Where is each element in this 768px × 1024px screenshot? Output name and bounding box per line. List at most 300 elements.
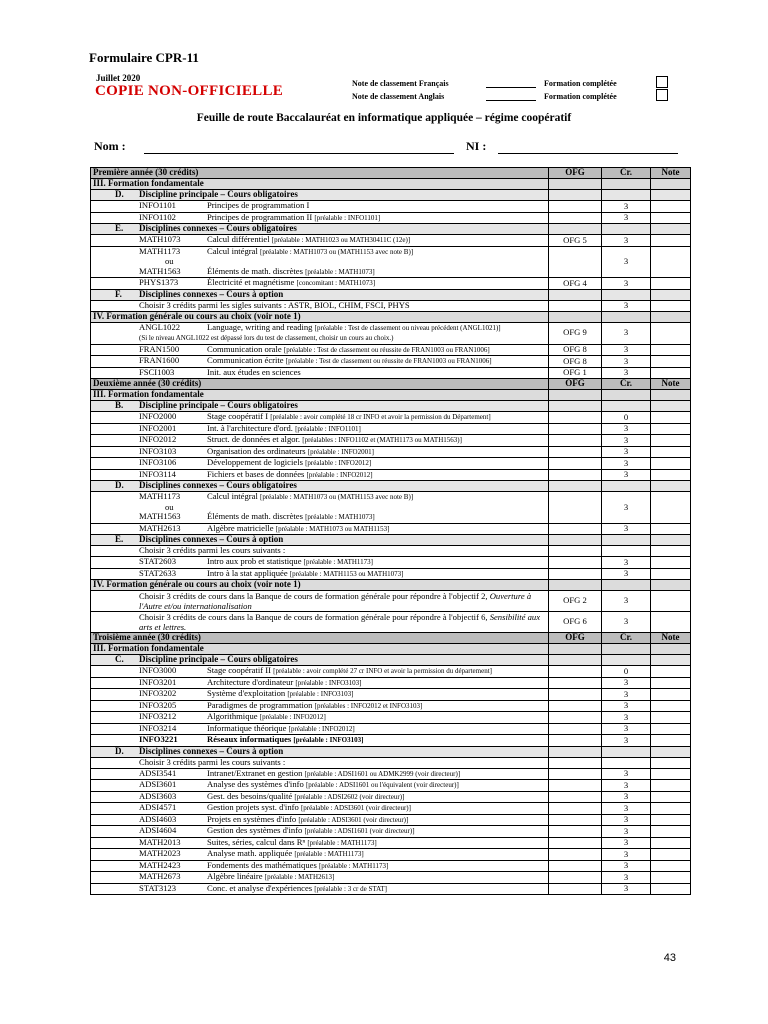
note-en-field[interactable]	[486, 91, 536, 101]
course-prerequisite: [préalable : Test de classement ou réussite de FRAN1003 ou FRAN1006]	[283, 345, 490, 354]
table-row	[91, 423, 691, 435]
credit-value: 3	[623, 802, 629, 813]
table-row	[91, 492, 691, 524]
ofg-value: OFG 4	[563, 277, 587, 288]
course-title: Architecture d'ordinateur	[207, 676, 294, 687]
course-title: Éléments de math. discrètes	[207, 511, 303, 521]
credit-value: 3	[623, 423, 629, 433]
course-title: Struct. de données et algor.	[207, 434, 301, 444]
subsection-title: Disciplines connexes – Cours obligatoires	[139, 223, 297, 234]
course-prerequisite: [concomitant : MATH1073]	[296, 279, 376, 287]
nom-label: Nom :	[94, 139, 126, 153]
table-row	[91, 300, 691, 311]
course-prerequisite: [préalable : ADSI2602 (voir directeur)]	[294, 792, 405, 801]
grade-cell[interactable]	[651, 837, 691, 849]
instruction-text: Choisir 3 crédits de cours dans la Banque de cours de formation générale pour répondre à l'objectif 6,	[139, 612, 488, 622]
grade-cell[interactable]	[651, 356, 691, 368]
course-prerequisite: [préalable : INFO2001]	[307, 447, 374, 456]
course-title: Calcul intégral	[207, 245, 258, 256]
subsection-title: Discipline principale – Cours obligatoires	[139, 654, 298, 665]
table-row	[91, 344, 691, 356]
grade-cell[interactable]	[651, 201, 691, 213]
table-row	[91, 723, 691, 735]
section-title: III. Formation fondamentale	[93, 178, 204, 189]
course-prerequisite: [préalable : ADSI1601 ou ADMK2999 (voir directeur)]	[304, 769, 461, 778]
formation-complete-checkbox-1[interactable]	[656, 76, 668, 88]
grade-cell[interactable]	[651, 872, 691, 884]
table-row	[91, 201, 691, 213]
grade-cell[interactable]	[651, 723, 691, 735]
grade-cell[interactable]	[651, 591, 691, 612]
table-row	[91, 814, 691, 826]
course-prerequisite: [préalable : MATH1173]	[307, 838, 377, 847]
subsection-letter: B.	[115, 400, 124, 411]
course-prerequisite: [préalables : INFO2012 et INFO3103]	[314, 701, 423, 710]
course-title: Gestion projets syst. d'info	[207, 802, 299, 812]
grade-cell[interactable]	[651, 791, 691, 803]
credit-value: 3	[623, 457, 629, 468]
table-row	[91, 826, 691, 838]
grade-cell[interactable]	[651, 423, 691, 435]
ofg-header: OFG	[565, 378, 585, 389]
grade-cell[interactable]	[651, 492, 691, 524]
credit-value: 3	[623, 256, 629, 266]
subsection-title: Disciplines connexes – Cours à option	[139, 288, 284, 299]
course-prerequisite: [préalable : INFO1101]	[314, 213, 381, 222]
ofg-value: OFG 8	[563, 344, 587, 354]
table-row	[91, 757, 691, 768]
course-code: INFO3202	[139, 688, 177, 698]
course-title: Projets en systèmes d'info	[207, 813, 297, 824]
course-code: INFO3000	[139, 665, 177, 675]
course-title: Calcul différentiel	[207, 234, 270, 244]
subsection-letter: E.	[115, 534, 124, 545]
course-title: Init. aux études en sciences	[207, 366, 301, 377]
course-prerequisite: [préalable : MATH1073]	[305, 267, 375, 276]
grade-cell[interactable]	[651, 677, 691, 689]
credit-value: 3	[623, 791, 629, 801]
course-code: STAT2603	[139, 556, 177, 566]
course-title: Système d'exploitation	[207, 688, 286, 698]
course-code: MATH2613	[139, 522, 181, 533]
table-row	[91, 322, 691, 344]
course-code: MATH1563	[139, 265, 181, 276]
section-row	[91, 580, 691, 591]
page-number: 43	[663, 952, 676, 964]
table-row	[91, 469, 691, 481]
table-row	[91, 860, 691, 872]
credit-value: 3	[623, 871, 629, 882]
course-code: MATH2013	[139, 836, 181, 847]
table-row	[91, 803, 691, 815]
grade-cell[interactable]	[651, 712, 691, 724]
grade-cell[interactable]	[651, 523, 691, 535]
credit-value: 3	[623, 734, 629, 745]
year-header-row	[91, 633, 691, 644]
ofg-header: OFG	[565, 167, 585, 178]
subsection-title: Disciplines connexes – Cours à option	[139, 534, 284, 545]
subsection-letter: F.	[115, 288, 122, 299]
credit-value: 3	[623, 523, 629, 533]
table-row	[91, 712, 691, 724]
grade-cell[interactable]	[651, 446, 691, 458]
course-code: INFO1102	[139, 211, 176, 222]
course-code: INFO3103	[139, 445, 177, 456]
course-prerequisite: [préalable : MATH1153 ou MATH1073]	[289, 569, 404, 578]
course-title: Algèbre linéaire	[207, 871, 263, 881]
subsection-letter: D.	[115, 480, 124, 491]
instruction-text: Choisir 3 crédits parmi les sigles suivants : ASTR, BIOL, CHIM, FSCI, PHYS	[139, 299, 410, 310]
table-row	[91, 666, 691, 678]
course-prerequisite: [préalables : INFO1102 et (MATH1173 ou MATH1563)]	[302, 436, 462, 444]
credit-value: 3	[623, 616, 629, 627]
credit-value: 0	[623, 411, 629, 422]
year-header-row	[91, 168, 691, 179]
table-row	[91, 768, 691, 780]
course-prerequisite: [préalable : INFO3103]	[293, 736, 364, 744]
note-fr-label: Note de classement Français	[352, 79, 449, 88]
course-code: ADSI4603	[139, 813, 177, 824]
course-prerequisite: [préalable : MATH1173]	[294, 850, 364, 858]
table-row	[91, 412, 691, 424]
credit-value: 3	[623, 446, 629, 456]
credit-value: 3	[623, 299, 629, 310]
course-code: ADSI4571	[139, 802, 177, 812]
course-prerequisite: [préalable : INFO2012]	[306, 470, 373, 479]
cr-header: Cr.	[620, 632, 632, 643]
course-prerequisite: [préalable : MATH1073 ou (MATH1153 avec note B)]	[260, 493, 414, 501]
grade-cell[interactable]	[651, 278, 691, 290]
course-code: MATH1073	[139, 234, 181, 244]
credit-value: 3	[623, 825, 629, 836]
course-title: Fichiers et bases de données	[207, 468, 305, 479]
credit-value: 3	[623, 327, 629, 338]
grade-cell[interactable]	[651, 435, 691, 447]
credit-value: 3	[623, 434, 629, 445]
grade-cell[interactable]	[651, 814, 691, 826]
course-code: STAT3123	[139, 882, 177, 893]
credit-value: 3	[623, 344, 629, 354]
year-title: Deuxième année (30 crédits)	[93, 378, 202, 389]
grade-cell[interactable]	[651, 700, 691, 712]
grade-cell[interactable]	[651, 235, 691, 247]
course-code: INFO3214	[139, 722, 177, 733]
course-prerequisite: [préalable : ADSI3601 (voir directeur)]	[300, 804, 411, 812]
credit-value: 3	[623, 711, 629, 722]
ofg-value: OFG 1	[563, 367, 587, 377]
grade-cell[interactable]	[651, 883, 691, 895]
course-code: MATH2673	[139, 871, 181, 881]
credit-value: 3	[623, 723, 629, 733]
ofg-header: OFG	[565, 632, 585, 643]
grade-cell[interactable]	[651, 458, 691, 470]
course-title: Principes de programmation I	[207, 200, 310, 210]
course-code: INFO3221	[139, 734, 178, 744]
subsection-title: Disciplines connexes – Cours obligatoires	[139, 480, 297, 491]
table-row	[91, 689, 691, 701]
grade-cell[interactable]	[651, 557, 691, 569]
table-row	[91, 356, 691, 368]
table-row	[91, 837, 691, 849]
course-title: Language, writing and reading	[207, 321, 313, 332]
grade-cell[interactable]	[651, 212, 691, 224]
form-title: Formulaire CPR-11	[89, 50, 199, 65]
credit-value: 0	[623, 665, 629, 676]
course-code: INFO3114	[139, 468, 176, 479]
course-code: MATH1563	[139, 511, 181, 521]
subsection-row	[91, 190, 691, 201]
subsection-row	[91, 401, 691, 412]
course-title: Analyse math. appliquée	[207, 848, 293, 858]
course-code: INFO1101	[139, 200, 176, 210]
grade-cell[interactable]	[651, 546, 691, 557]
course-prerequisite: [préalable : INFO2012]	[288, 724, 355, 733]
note-fr-field[interactable]	[486, 78, 536, 88]
course-table	[90, 167, 691, 895]
course-prerequisite: [préalable : INFO1101]	[295, 424, 361, 433]
year-header-row	[91, 379, 691, 390]
section-title: IV. Formation générale ou cours au choix (voir note 1)	[93, 579, 301, 590]
ofg-value: OFG 9	[563, 327, 587, 338]
grade-cell[interactable]	[651, 803, 691, 815]
grade-cell[interactable]	[651, 344, 691, 356]
course-prerequisite: [préalable : ADSI1601 (voir directeur)]	[304, 827, 415, 835]
table-row	[91, 612, 691, 633]
subsection-row	[91, 289, 691, 300]
cr-header: Cr.	[620, 378, 632, 389]
table-row	[91, 568, 691, 580]
course-prerequisite: [préalable : avoir complété 27 cr INFO et avoir la permission du département]	[273, 667, 492, 675]
credit-value: 3	[623, 837, 629, 847]
nom-field[interactable]	[144, 153, 454, 154]
course-title: Communication orale	[207, 343, 282, 354]
course-code: FRAN1600	[139, 355, 180, 365]
table-row	[91, 883, 691, 895]
course-note: (Si le niveau ANGL1022 est dépassé lors du test de classement, choisir un cours au choix.)	[139, 334, 394, 342]
subsection-letter: D.	[115, 189, 124, 200]
note-header: Note	[661, 378, 680, 389]
credit-value: 3	[623, 501, 629, 512]
table-row	[91, 546, 691, 557]
grade-cell[interactable]	[651, 860, 691, 872]
section-row	[91, 644, 691, 655]
credit-value: 3	[623, 779, 629, 790]
course-code: INFO2012	[139, 434, 177, 444]
course-code: INFO3212	[139, 711, 177, 721]
ni-field[interactable]	[498, 153, 678, 154]
course-code: ADSI3603	[139, 790, 177, 801]
credit-value: 3	[623, 688, 629, 699]
section-row	[91, 179, 691, 190]
course-prerequisite: [préalable : MATH1173]	[303, 558, 374, 566]
course-code: MATH2423	[139, 859, 181, 870]
course-prerequisite: [préalable : INFO3103]	[287, 690, 354, 698]
course-title: Intro aux prob et statistique	[207, 556, 302, 566]
course-title: Développement de logiciels	[207, 457, 303, 467]
grade-cell[interactable]	[651, 689, 691, 701]
course-prerequisite: [préalable : Test de classement ou réussite de FRAN1003 ou FRAN1006]	[285, 357, 492, 365]
table-row	[91, 780, 691, 792]
subsection-title: Discipline principale – Cours obligatoires	[139, 400, 298, 411]
credit-value: 3	[623, 883, 629, 893]
ofg-value: OFG 2	[563, 595, 587, 606]
grade-cell[interactable]	[651, 300, 691, 311]
year-title: Première année (30 crédits)	[93, 167, 199, 178]
course-prerequisite: [préalable : MATH1073 ou (MATH1153 avec note B)]	[260, 247, 414, 256]
note-header: Note	[661, 167, 680, 178]
subsection-letter: E.	[115, 223, 124, 234]
table-row	[91, 435, 691, 447]
form-date: Juillet 2020	[96, 73, 141, 83]
credit-value: 3	[623, 568, 629, 578]
credit-value: 3	[623, 355, 629, 366]
course-code: MATH2023	[139, 848, 181, 858]
subsection-row	[91, 481, 691, 492]
course-code: INFO2001	[139, 422, 177, 433]
instruction-text: Choisir 3 crédits parmi les cours suivants :	[139, 756, 286, 767]
grade-cell[interactable]	[651, 757, 691, 768]
instruction-text: Choisir 3 crédits parmi les cours suivants :	[139, 545, 286, 556]
instruction-text: Choisir 3 crédits de cours dans la Banque de cours de formation générale pour répondre à l'objectif 2,	[139, 591, 488, 601]
credit-value: 3	[623, 277, 629, 288]
course-prerequisite: [préalable : INFO3103]	[295, 678, 362, 687]
grade-cell[interactable]	[651, 246, 691, 278]
course-title: Organisation des ordinateurs	[207, 445, 306, 456]
course-code: STAT2633	[139, 567, 177, 578]
credit-value: 3	[623, 768, 629, 778]
course-title: Conc. et analyse d'expériences	[207, 882, 313, 893]
table-row	[91, 246, 691, 278]
grade-cell[interactable]	[651, 568, 691, 580]
document-title: Feuille de route Baccalauréat en informatique appliquée – régime coopératif	[196, 112, 572, 124]
or-label: ou	[165, 256, 174, 266]
year-title: Troisième année (30 crédits)	[93, 632, 201, 643]
credit-value: 3	[623, 234, 629, 245]
course-prerequisite: [préalable : MATH1073 ou MATH1153]	[275, 524, 390, 533]
subsection-row	[91, 535, 691, 546]
table-row	[91, 212, 691, 224]
credit-value: 3	[623, 556, 629, 567]
grade-cell[interactable]	[651, 666, 691, 678]
course-code: FRAN1500	[139, 343, 180, 354]
table-row	[91, 591, 691, 612]
course-code: ADSI3601	[139, 779, 177, 789]
table-row	[91, 235, 691, 247]
course-title: Algèbre matricielle	[207, 522, 274, 533]
section-row	[91, 390, 691, 401]
credit-value: 3	[623, 212, 629, 222]
unofficial-copy-stamp: COPIE NON-OFFICIELLE	[95, 83, 284, 99]
note-header: Note	[661, 632, 680, 643]
grade-cell[interactable]	[651, 469, 691, 481]
table-row	[91, 523, 691, 535]
section-title: IV. Formation générale ou cours au choix (voir note 1)	[93, 310, 301, 321]
grade-cell[interactable]	[651, 826, 691, 838]
credit-value: 3	[623, 367, 629, 377]
ofg-value: OFG 5	[563, 234, 587, 245]
course-title: Algorithmique	[207, 711, 258, 721]
course-title: Fondements des mathématiques	[207, 859, 317, 870]
course-prerequisite: [préalable : INFO2012]	[259, 713, 326, 721]
subsection-letter: D.	[115, 745, 124, 756]
credit-value: 3	[623, 860, 629, 870]
course-code: FSCI1003	[139, 366, 175, 377]
grade-cell[interactable]	[651, 367, 691, 379]
course-prerequisite: [préalable : INFO2012]	[305, 459, 372, 467]
subsection-title: Discipline principale – Cours obligatoires	[139, 189, 298, 200]
table-row	[91, 735, 691, 747]
course-prerequisite: [préalable : ADSI1601 ou l'équivalent (voir directeur)]	[305, 781, 459, 789]
subsection-row	[91, 224, 691, 235]
course-title: Informatique théorique	[207, 722, 287, 733]
credit-value: 3	[623, 848, 629, 859]
formation-complete-label-2: Formation complétée	[544, 92, 617, 101]
course-title: Calcul intégral	[207, 491, 258, 501]
or-label: ou	[165, 501, 174, 512]
course-code: INFO3201	[139, 676, 177, 687]
section-title: III. Formation fondamentale	[93, 643, 204, 654]
course-prerequisite: [préalable : MATH2613]	[264, 873, 335, 881]
credit-value: 3	[623, 677, 629, 687]
grade-cell[interactable]	[651, 735, 691, 747]
ofg-value: OFG 6	[563, 616, 587, 627]
course-prerequisite: [préalable : MATH1023 ou MATH30411C (12e)]	[271, 236, 411, 244]
course-code: ADSI3541	[139, 767, 177, 778]
formation-complete-checkbox-2[interactable]	[656, 89, 668, 101]
subsection-row	[91, 655, 691, 666]
ofg-value: OFG 8	[563, 355, 587, 366]
course-title: Intranet/Extranet en gestion	[207, 767, 303, 778]
subsection-row	[91, 746, 691, 757]
section-row	[91, 311, 691, 322]
table-row	[91, 278, 691, 290]
course-code: PHYS1373	[139, 277, 179, 287]
credit-value: 3	[623, 700, 629, 710]
note-en-label: Note de classement Anglais	[352, 92, 445, 101]
grade-cell[interactable]	[651, 768, 691, 780]
grade-cell[interactable]	[651, 849, 691, 861]
course-prerequisite: [préalable : 3 cr de STAT]	[314, 884, 387, 893]
cr-header: Cr.	[620, 167, 632, 178]
course-code: ANGL1022	[139, 321, 181, 332]
course-title: Électricité et magnétisme	[207, 277, 295, 287]
course-title: Intro à la stat appliquée	[207, 567, 288, 578]
formation-complete-label-1: Formation complétée	[544, 79, 617, 88]
course-code: MATH1173	[139, 245, 181, 256]
table-row	[91, 446, 691, 458]
course-title: Stage coopératif I	[207, 411, 269, 421]
credit-value: 3	[623, 469, 629, 479]
table-row	[91, 677, 691, 689]
course-code: INFO3205	[139, 699, 177, 710]
course-prerequisite: [préalable : ADSI3601 (voir directeur)]	[298, 815, 409, 824]
table-row	[91, 849, 691, 861]
grade-cell[interactable]	[651, 412, 691, 424]
table-row	[91, 791, 691, 803]
ni-label: NI :	[466, 139, 487, 153]
grade-cell[interactable]	[651, 612, 691, 633]
subsection-title: Disciplines connexes – Cours à option	[139, 745, 284, 756]
grade-cell[interactable]	[651, 780, 691, 792]
course-prerequisite: [préalable : MATH1173]	[318, 861, 389, 870]
course-title: Gestion des systèmes d'info	[207, 825, 303, 835]
subsection-letter: C.	[115, 654, 124, 665]
course-prerequisite: [préalable : MATH1073]	[305, 513, 375, 521]
course-title: Réseaux informatiques	[207, 734, 292, 744]
course-title: Communication écrite	[207, 355, 284, 365]
grade-cell[interactable]	[651, 322, 691, 344]
course-code: INFO2000	[139, 411, 177, 421]
